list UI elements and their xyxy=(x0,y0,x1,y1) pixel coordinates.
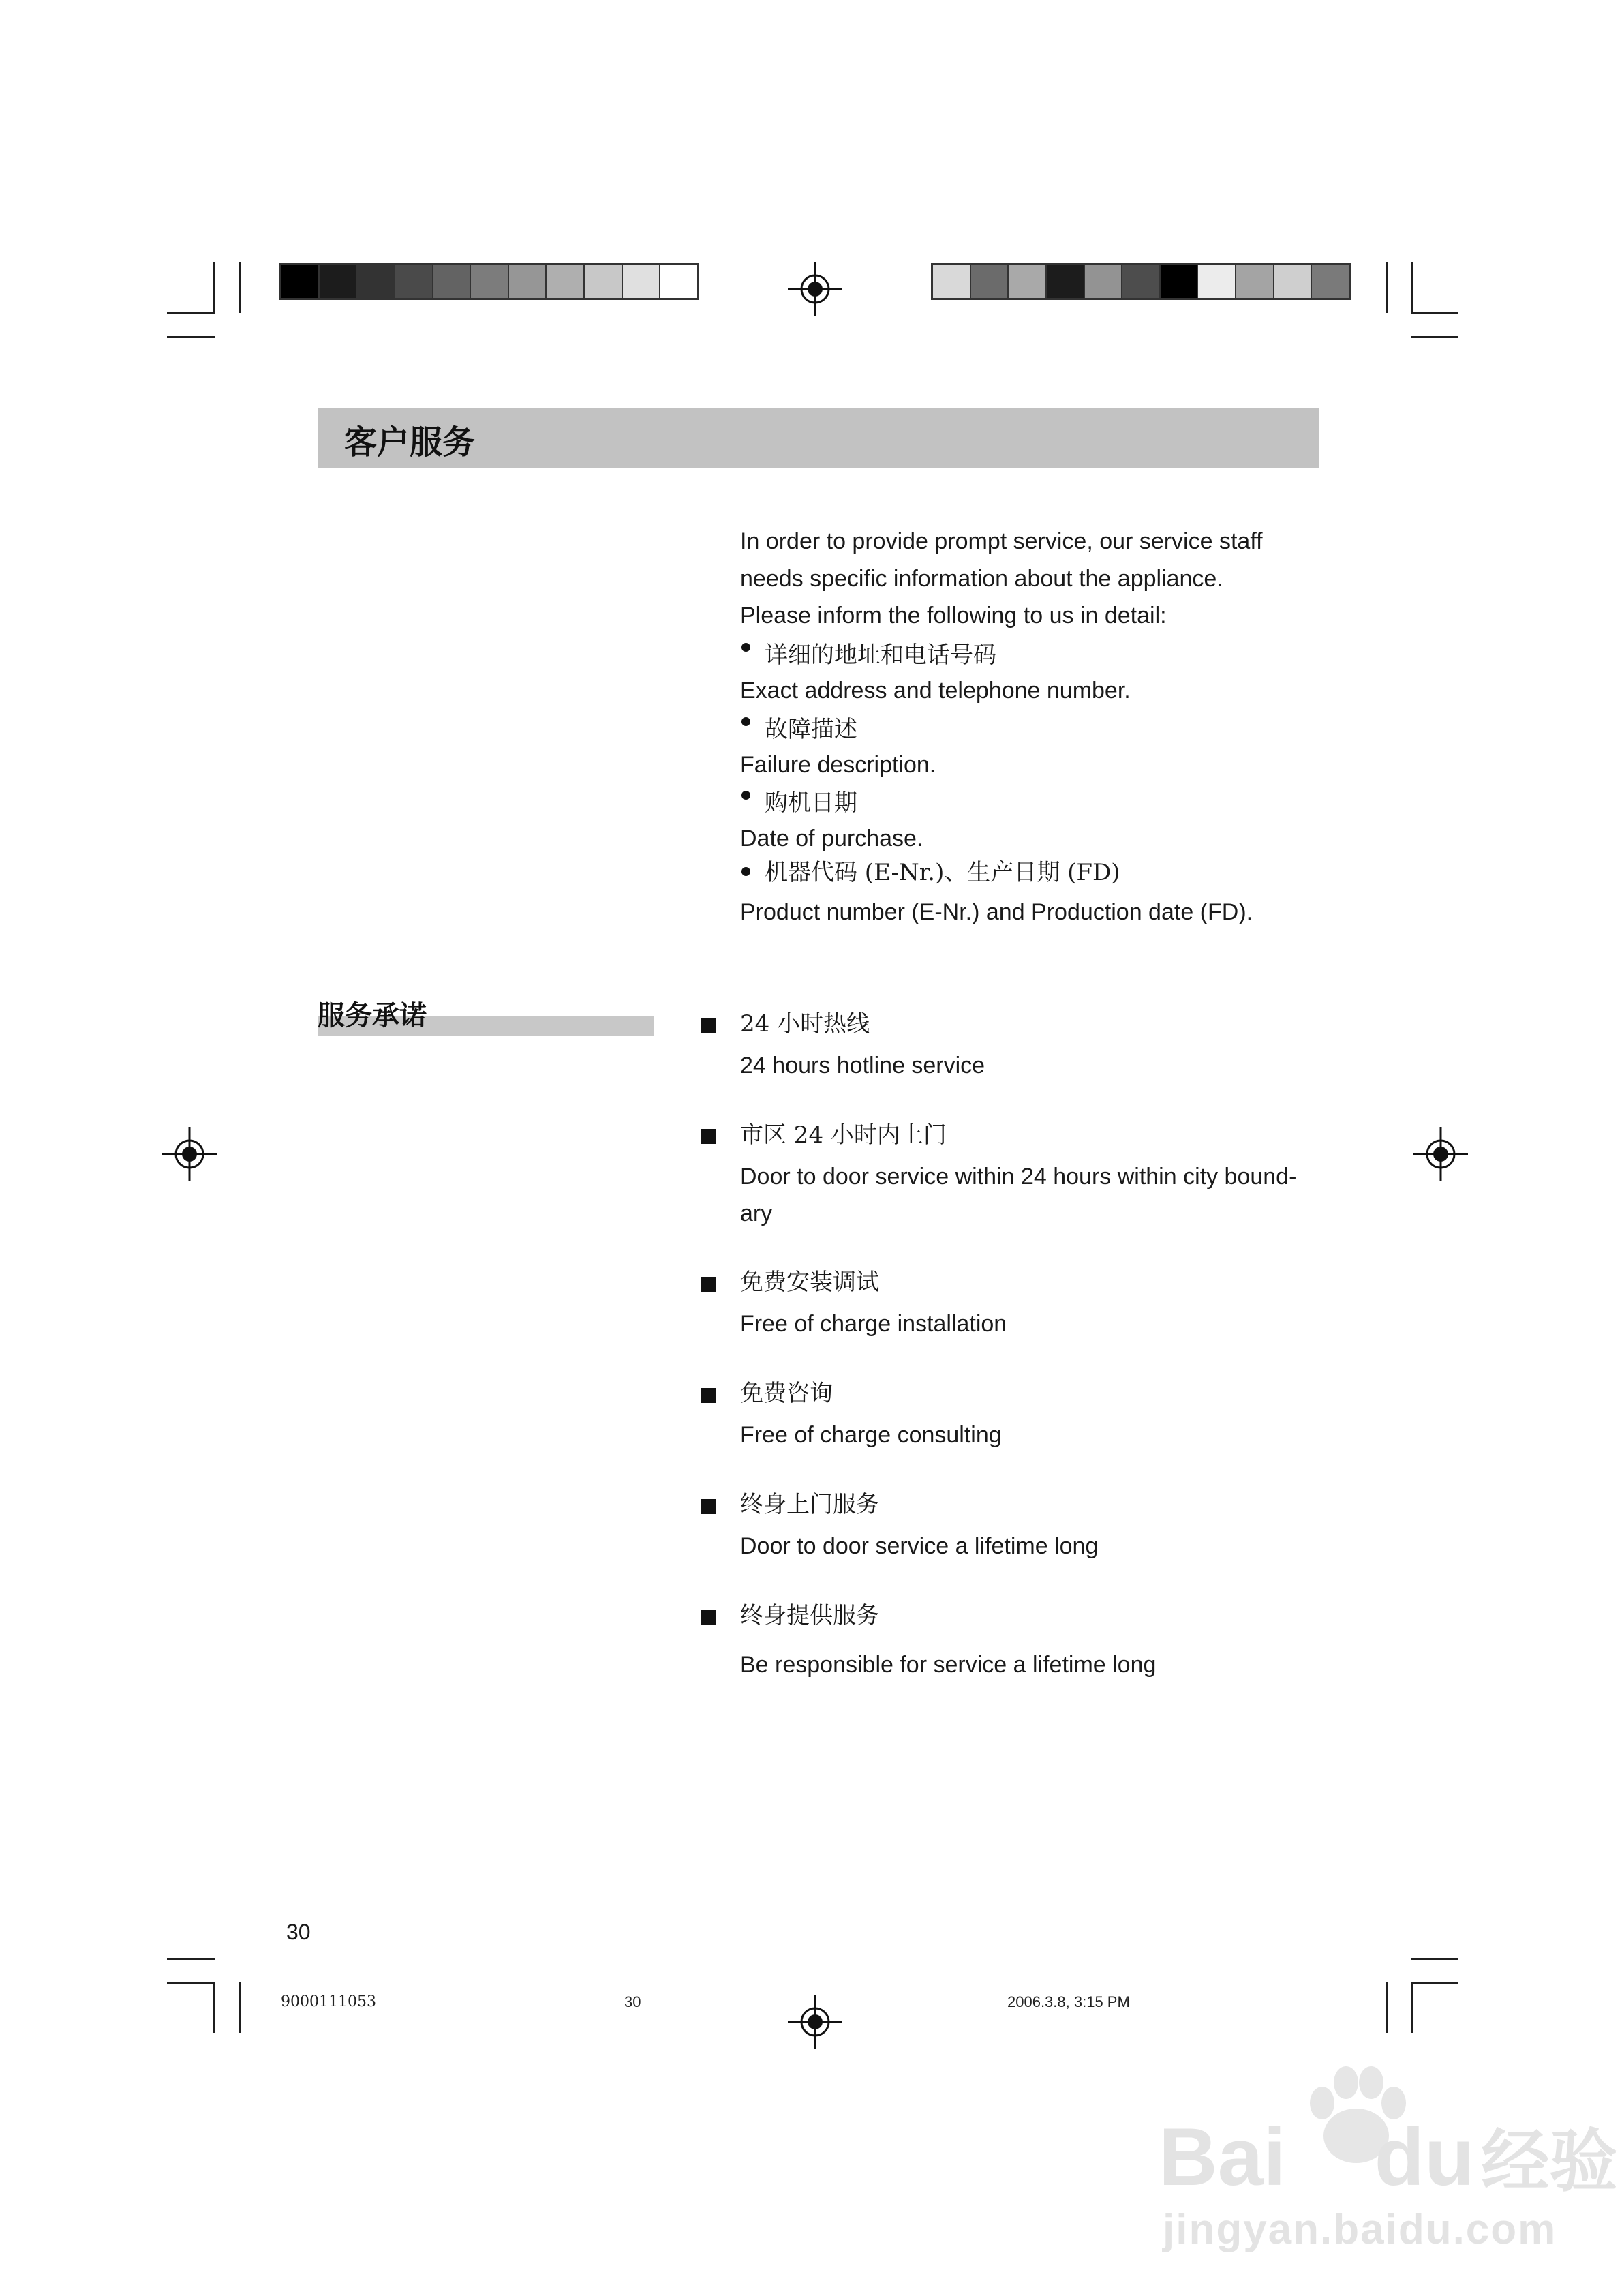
commitment-item-cn: 终身提供服务 xyxy=(740,1602,879,1629)
color-swatch xyxy=(1312,265,1349,298)
bullet-dot-icon xyxy=(741,867,750,876)
color-swatch xyxy=(357,265,395,298)
commitment-item-cn: 终身上门服务 xyxy=(740,1491,879,1518)
color-swatch xyxy=(509,265,547,298)
info-item-cn: 购机日期 xyxy=(765,789,857,817)
commitment-item-en: ary xyxy=(740,1200,773,1226)
info-item-en: Product number (E-Nr.) and Production date (FD). xyxy=(740,899,1253,925)
doc-code: 9000111053 xyxy=(281,1993,376,2010)
watermark-brand: Bai du 经验 xyxy=(1159,2111,1618,2203)
color-swatch xyxy=(1009,265,1047,298)
commitment-item-en: Door to door service within 24 hours within city bound- xyxy=(740,1164,1297,1190)
color-swatch xyxy=(547,265,585,298)
grayscale-strip-left xyxy=(279,263,699,300)
color-swatch xyxy=(1085,265,1123,298)
square-bullet-icon xyxy=(701,1277,716,1292)
square-bullet-icon xyxy=(701,1610,716,1625)
square-bullet-icon xyxy=(701,1388,716,1403)
registration-mark-icon xyxy=(788,1995,842,2049)
square-bullet-icon xyxy=(701,1499,716,1514)
color-swatch xyxy=(623,265,661,298)
color-swatch xyxy=(1236,265,1274,298)
color-swatch xyxy=(1122,265,1161,298)
color-swatch xyxy=(433,265,472,298)
grayscale-strip-right xyxy=(931,263,1351,300)
commitment-item-en: 24 hours hotline service xyxy=(740,1053,985,1078)
print-page: 30 xyxy=(624,1993,641,2010)
color-swatch xyxy=(320,265,358,298)
color-swatch xyxy=(660,265,697,298)
registration-mark-icon xyxy=(1413,1127,1468,1181)
info-item-cn: 故障描述 xyxy=(765,716,857,743)
color-swatch xyxy=(585,265,623,298)
commitment-item-cn: 24 小时热线 xyxy=(740,1010,870,1038)
color-swatch xyxy=(281,265,320,298)
commitment-item-en: Free of charge consulting xyxy=(740,1422,1002,1448)
info-item-cn: 机器代码 (E-Nr.)、生产日期 (FD) xyxy=(765,859,1120,886)
page-number: 30 xyxy=(286,1920,311,1944)
commitment-item-cn: 市区 24 小时内上门 xyxy=(740,1121,947,1149)
commitment-item-cn: 免费咨询 xyxy=(740,1380,833,1407)
color-swatch xyxy=(971,265,1009,298)
commitment-item-en: Door to door service a lifetime long xyxy=(740,1533,1099,1559)
color-swatch xyxy=(1047,265,1085,298)
intro-line: In order to provide prompt service, our service staff xyxy=(740,528,1263,554)
color-swatch xyxy=(1198,265,1236,298)
square-bullet-icon xyxy=(701,1129,716,1144)
section-title: 客户服务 xyxy=(344,423,476,462)
color-swatch xyxy=(1161,265,1199,298)
color-swatch xyxy=(933,265,971,298)
color-swatch xyxy=(1274,265,1313,298)
square-bullet-icon xyxy=(701,1018,716,1033)
watermark-url: jingyan.baidu.com xyxy=(1163,2206,1557,2253)
bullet-dot-icon xyxy=(741,717,750,726)
registration-mark-icon xyxy=(788,262,842,316)
commitment-item-cn: 免费安装调试 xyxy=(740,1269,879,1296)
info-item-en: Date of purchase. xyxy=(740,826,923,851)
intro-line: needs specific information about the appliance. xyxy=(740,566,1223,592)
color-swatch xyxy=(471,265,509,298)
bullet-dot-icon xyxy=(741,791,750,800)
subsection-title: 服务承诺 xyxy=(318,999,427,1031)
info-item-cn: 详细的地址和电话号码 xyxy=(765,641,996,669)
commitment-item-en: Be responsible for service a lifetime long xyxy=(740,1652,1157,1678)
print-date: 2006.3.8, 3:15 PM xyxy=(1007,1993,1130,2010)
intro-line: Please inform the following to us in detail: xyxy=(740,603,1167,629)
info-item-en: Failure description. xyxy=(740,752,936,778)
registration-mark-icon xyxy=(162,1127,217,1181)
commitment-item-en: Free of charge installation xyxy=(740,1311,1007,1337)
info-item-en: Exact address and telephone number. xyxy=(740,678,1131,704)
bullet-dot-icon xyxy=(741,643,750,652)
color-swatch xyxy=(395,265,433,298)
